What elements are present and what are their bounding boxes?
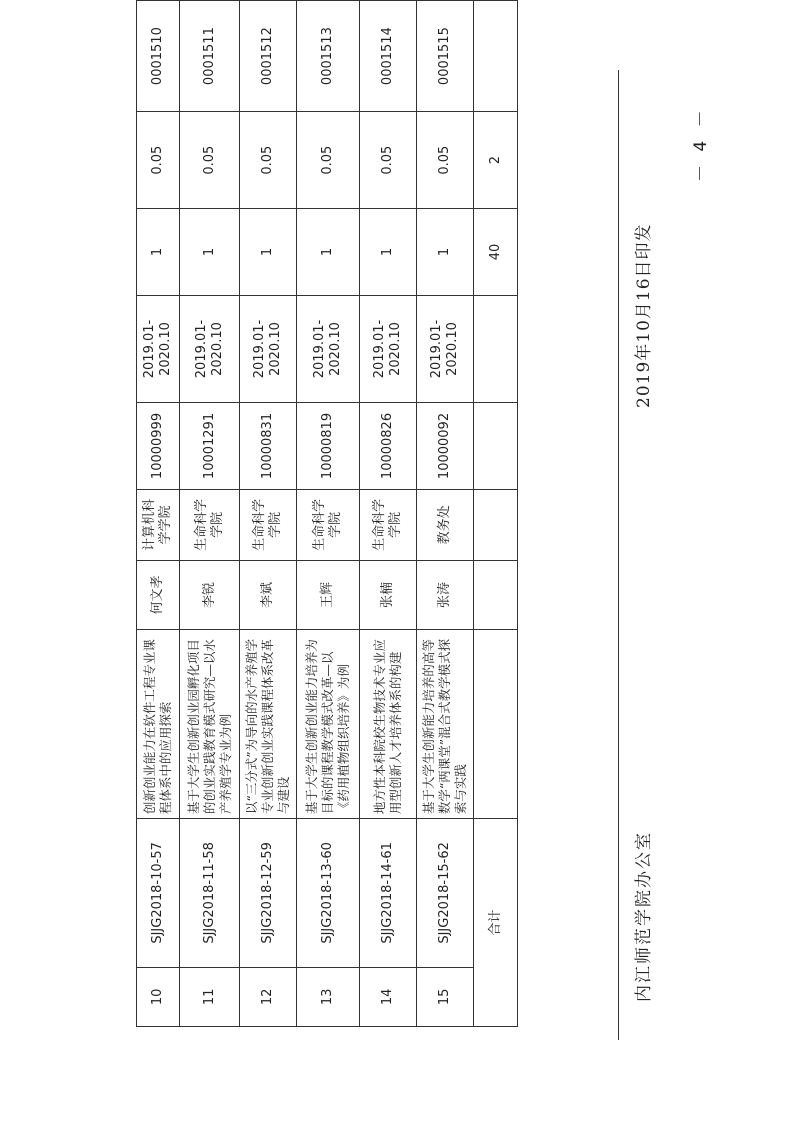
project-period: 2019.01-2020.10 xyxy=(360,295,417,402)
funding-amount: 0.05 xyxy=(297,112,360,209)
college-name: 计算机科学学院 xyxy=(137,489,180,560)
project-table xyxy=(136,0,518,1027)
staff-id: 10000999 xyxy=(137,403,180,490)
project-title: 基于大学生创新能力培养的高等数学“两课堂”混合式教学模式探索与实践 xyxy=(417,630,474,819)
empty-cell xyxy=(474,560,518,629)
project-period: 2019.01-2020.10 xyxy=(297,295,360,402)
project-leader: 何文孝 xyxy=(137,560,180,629)
project-title: 基于大学生创新创业园孵化项目的创业实践教育模式研究—以水产养殖学专业为例 xyxy=(180,630,240,819)
project-title: 基于大学生创新创业能力培养为目标的课程教学模式改革—以《药用植物组织培养》为例 xyxy=(297,630,360,819)
project-code: SJJG2018-12-59 xyxy=(240,819,297,968)
empty-cell xyxy=(474,630,518,819)
project-code: SJJG2018-10-57 xyxy=(137,819,180,968)
college-name: 生命科学学院 xyxy=(240,489,297,560)
project-title: 以“三分式”为导向的水产养殖学专业创新创业实践课程体系改革与建设 xyxy=(240,630,297,819)
funding-amount: 0.05 xyxy=(360,112,417,209)
college-name: 生命科学学院 xyxy=(180,489,240,560)
page-number: － 4 － xyxy=(691,106,711,182)
row-number: 12 xyxy=(240,967,297,1026)
project-period: 2019.01-2020.10 xyxy=(240,295,297,402)
staff-id: 10001291 xyxy=(180,403,240,490)
funding-amount: 0.05 xyxy=(137,112,180,209)
table-row xyxy=(297,1,360,1027)
table-row xyxy=(137,1,180,1027)
empty-cell xyxy=(474,403,518,490)
project-count: 1 xyxy=(137,209,180,296)
project-code: SJJG2018-11-58 xyxy=(180,819,240,968)
college-name: 生命科学学院 xyxy=(360,489,417,560)
project-title: 创新创业能力在软件工程专业课程体系中的应用探索 xyxy=(137,630,180,819)
row-number: 15 xyxy=(417,967,474,1026)
project-period: 2019.01-2020.10 xyxy=(417,295,474,402)
staff-id: 10000826 xyxy=(360,403,417,490)
funding-amount: 0.05 xyxy=(417,112,474,209)
issuer: 内江师范学院办公室 xyxy=(634,831,654,1002)
college-name: 生命科学学院 xyxy=(297,489,360,560)
row-number: 14 xyxy=(360,967,417,1026)
row-number: 10 xyxy=(137,967,180,1026)
project-leader: 李斌 xyxy=(240,560,297,629)
total-amount: 2 xyxy=(474,112,518,209)
project-title: 地方性本科院校生物技术专业应用型创新人才培养体系的构建 xyxy=(360,630,417,819)
serial-number: 0001515 xyxy=(417,1,474,112)
college-name: 教务处 xyxy=(417,489,474,560)
project-leader: 张楠 xyxy=(360,560,417,629)
table-row xyxy=(240,1,297,1027)
project-code: SJJG2018-13-60 xyxy=(297,819,360,968)
project-leader: 李锐 xyxy=(180,560,240,629)
staff-id: 10000819 xyxy=(297,403,360,490)
project-count: 1 xyxy=(297,209,360,296)
serial-number: 0001513 xyxy=(297,1,360,112)
serial-number: 0001512 xyxy=(240,1,297,112)
row-number: 11 xyxy=(180,967,240,1026)
staff-id: 10000092 xyxy=(417,403,474,490)
project-code: SJJG2018-15-62 xyxy=(417,819,474,968)
funding-amount: 0.05 xyxy=(240,112,297,209)
project-count: 1 xyxy=(417,209,474,296)
project-period: 2019.01-2020.10 xyxy=(180,295,240,402)
row-number: 13 xyxy=(297,967,360,1026)
project-leader: 王辉 xyxy=(297,560,360,629)
funding-amount: 0.05 xyxy=(180,112,240,209)
serial-number: 0001511 xyxy=(180,1,240,112)
empty-cell xyxy=(474,1,518,112)
total-label: 合计 xyxy=(474,819,518,1027)
total-count: 40 xyxy=(474,209,518,296)
project-count: 1 xyxy=(180,209,240,296)
table-row xyxy=(417,1,474,1027)
serial-number: 0001510 xyxy=(137,1,180,112)
staff-id: 10000831 xyxy=(240,403,297,490)
project-count: 1 xyxy=(240,209,297,296)
issue-date: 2019年10月16日印发 xyxy=(634,223,654,408)
project-code: SJJG2018-14-61 xyxy=(360,819,417,968)
empty-cell xyxy=(474,295,518,402)
empty-cell xyxy=(474,489,518,560)
project-period: 2019.01-2020.10 xyxy=(137,295,180,402)
table-row xyxy=(360,1,417,1027)
project-count: 1 xyxy=(360,209,417,296)
table-row xyxy=(180,1,240,1027)
total-row xyxy=(474,1,518,1027)
serial-number: 0001514 xyxy=(360,1,417,112)
footer-divider xyxy=(618,70,619,1040)
project-leader: 张涛 xyxy=(417,560,474,629)
